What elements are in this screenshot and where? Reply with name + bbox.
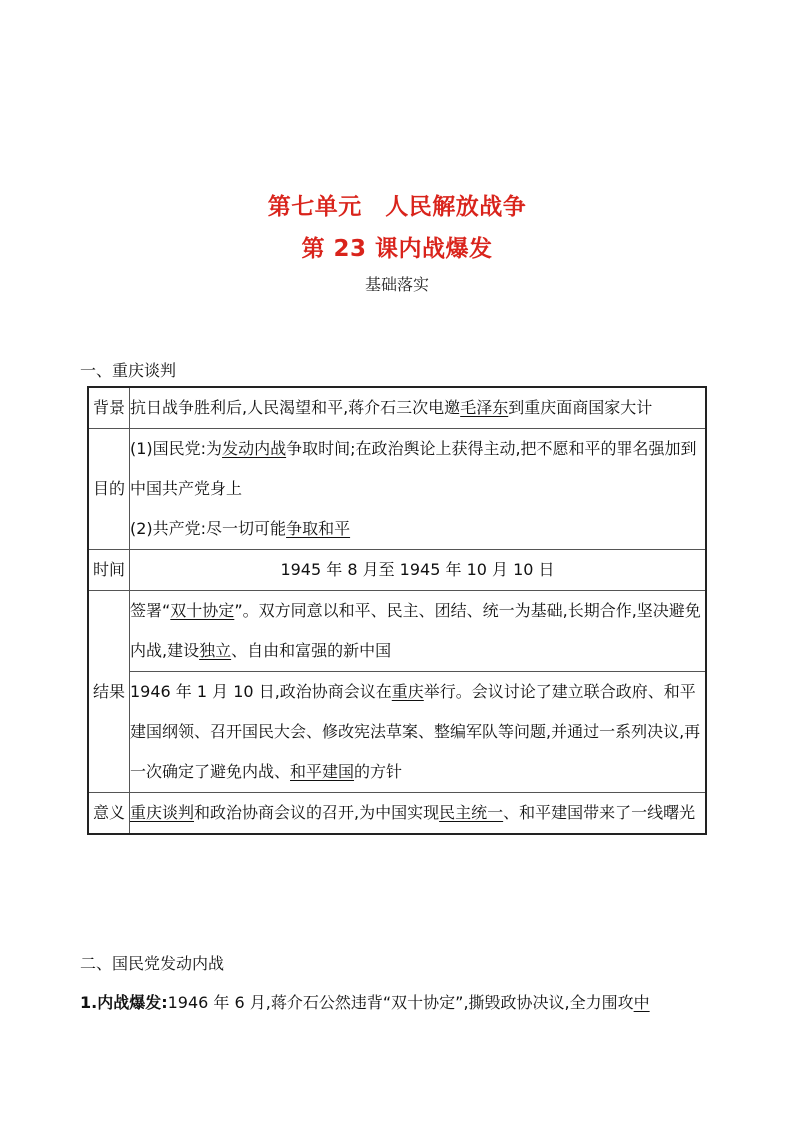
underlined-answer: 民主统一	[439, 803, 504, 822]
text: 、自由和富强的新中国	[231, 641, 392, 660]
underlined-answer: 双十协定	[170, 601, 235, 620]
table-row-purpose	[88, 429, 706, 550]
paragraph-civil-war-outbreak	[80, 988, 720, 1018]
text: 抗日战争胜利后,人民渴望和平,蒋介石三次电邀	[130, 398, 461, 417]
text: 举行。会议讨论了建立联合政府、和平建国纲领、召开国民大会、修改宪法草案、整编军队等问题,并通过一系列决议,再一次确定了避免内战、	[130, 682, 701, 781]
row-content-purpose	[130, 429, 707, 550]
text: (2)共产党:尽一切可能	[130, 519, 287, 538]
underlined-answer: 争取和平	[286, 519, 351, 538]
row-label-background: 背景	[88, 387, 130, 429]
table-row-background	[88, 387, 706, 429]
table-row-result-a	[88, 591, 706, 672]
purpose-cpc	[130, 509, 705, 549]
row-label-significance: 意义	[88, 793, 130, 835]
underlined-answer: 独立	[199, 641, 232, 660]
text: 的方针	[354, 762, 403, 781]
section-heading-chongqing-talks: 一、重庆谈判	[80, 361, 177, 380]
row-content-significance	[130, 793, 707, 835]
underlined-answer: 和平建国	[290, 762, 355, 781]
item-label: 1.内战爆发:	[80, 993, 168, 1012]
row-content-result-conference	[130, 672, 707, 793]
text: 争取时间;在政治舆论上获得主动,把不愿和平的罪名强加到中国共产党身上	[130, 439, 697, 498]
unit-title: 第七单元 人民解放战争	[267, 194, 527, 220]
underlined-answer: 毛泽东	[460, 398, 509, 417]
summary-table	[87, 386, 707, 835]
underlined-answer: 发动内战	[222, 439, 287, 458]
row-content-background	[130, 387, 707, 429]
text: 和政治协商会议的召开,为中国实现	[194, 803, 440, 822]
text: 1946 年 6 月,蒋介石公然违背“双十协定”,撕毁政协决议,全力围攻	[167, 993, 634, 1012]
section-heading-civil-war: 二、国民党发动内战	[80, 954, 225, 973]
underlined-answer: 中	[633, 993, 650, 1012]
text: 签署“	[130, 601, 171, 620]
table-row-time	[88, 550, 706, 591]
lesson-title: 第 23 课内战爆发	[301, 236, 493, 262]
text: ”。双方同意以和平、民主、团结、统一为基础,长期合作,坚决避免内战,建设	[130, 601, 701, 660]
text: 、和平建国带来了一线曙光	[503, 803, 696, 822]
row-content-time: 1945 年 8 月至 1945 年 10 月 10 日	[130, 550, 707, 591]
row-label-result: 结果	[88, 591, 130, 793]
text: 到重庆面商国家大计	[508, 398, 653, 417]
underlined-answer: 重庆	[391, 682, 424, 701]
section-subtitle: 基础落实	[364, 275, 429, 294]
text: (1)国民党:为	[130, 439, 223, 458]
row-label-time: 时间	[88, 550, 130, 591]
row-label-purpose: 目的	[88, 429, 130, 550]
text: 1946 年 1 月 10 日,政治协商会议在	[130, 682, 392, 701]
purpose-kmt	[130, 429, 705, 509]
table-row-significance	[88, 793, 706, 835]
row-content-result-agreement	[130, 591, 707, 672]
table-row-result-b	[88, 672, 706, 793]
underlined-answer: 重庆谈判	[130, 803, 195, 822]
